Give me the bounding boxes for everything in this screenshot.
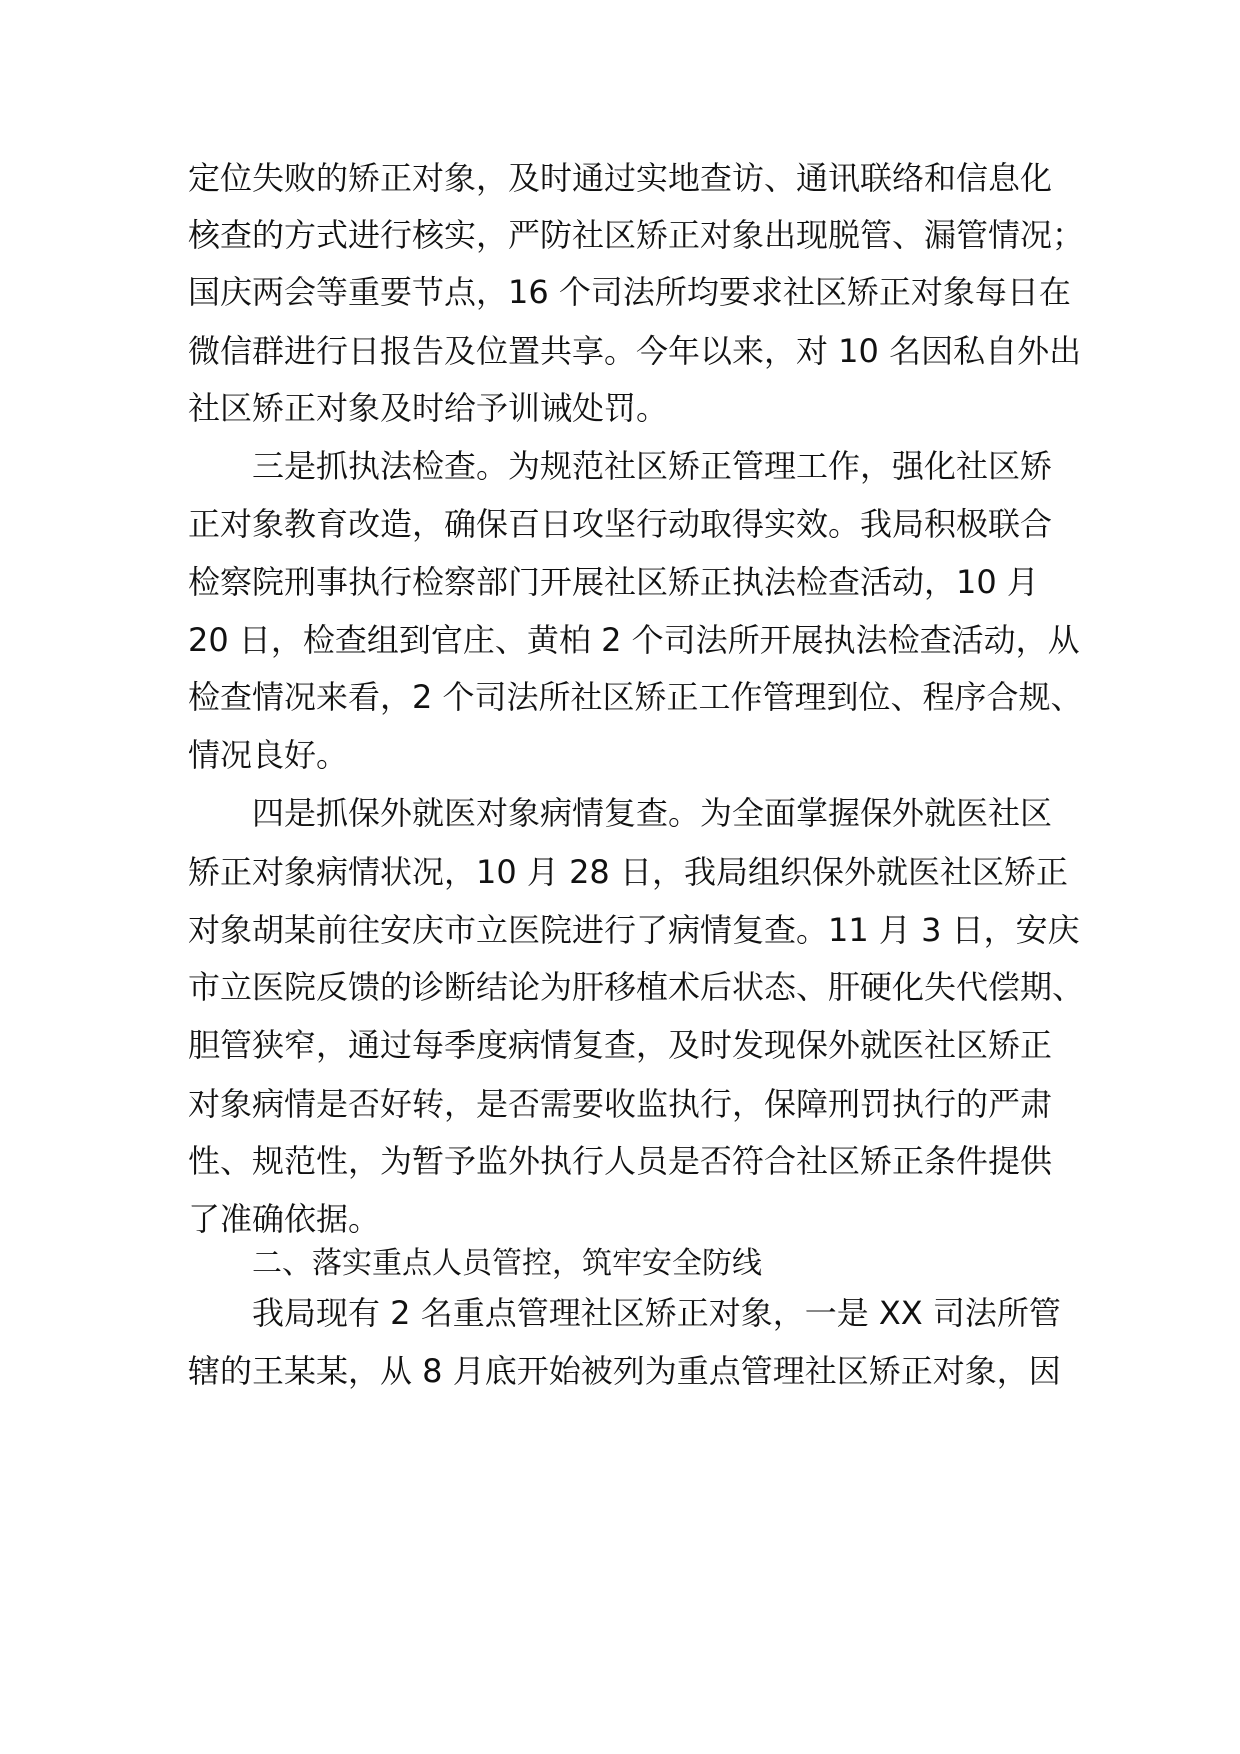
text-line: 辖的王某某，从 8 月底开始被列为重点管理社区矫正对象，因 xyxy=(188,1352,1061,1390)
paragraph-start-line: 四是抓保外就医对象病情复查。为全面掌握保外就医社区 xyxy=(252,794,1053,832)
text-line: 正对象教育改造，确保百日攻坚行动取得实效。我局积极联合 xyxy=(188,505,1053,543)
text-line: 20 日，检查组到官庄、黄柏 2 个司法所开展执法检查活动，从 xyxy=(188,621,1080,659)
text-line: 了准确依据。 xyxy=(188,1200,381,1238)
text-line: 性、规范性，为暂予监外执行人员是否符合社区矫正条件提供 xyxy=(188,1142,1053,1180)
text-line: 微信群进行日报告及位置共享。今年以来，对 10 名因私自外出 xyxy=(188,332,1082,370)
text-line: 对象病情是否好转，是否需要收监执行，保障刑罚执行的严肃 xyxy=(188,1085,1053,1123)
text-line: 矫正对象病情状况，10 月 28 日，我局组织保外就医社区矫正 xyxy=(188,853,1068,891)
text-line: 社区矫正对象及时给予训诫处罚。 xyxy=(188,389,669,427)
text-line: 核查的方式进行核实，严防社区矫正对象出现脱管、漏管情况； xyxy=(188,216,1085,254)
paragraph-start-line: 我局现有 2 名重点管理社区矫正对象，一是 XX 司法所管 xyxy=(252,1294,1061,1332)
text-line: 情况良好。 xyxy=(188,736,349,774)
text-line: 国庆两会等重要节点，16 个司法所均要求社区矫正对象每日在 xyxy=(188,273,1071,311)
text-line: 检察院刑事执行检察部门开展社区矫正执法检查活动，10 月 xyxy=(188,563,1039,601)
text-line: 检查情况来看，2 个司法所社区矫正工作管理到位、程序合规、 xyxy=(188,678,1083,716)
text-line: 对象胡某前往安庆市立医院进行了病情复查。11 月 3 日，安庆 xyxy=(188,911,1080,949)
text-line: 胆管狭窄，通过每季度病情复查，及时发现保外就医社区矫正 xyxy=(188,1026,1053,1064)
text-line: 市立医院反馈的诊断结论为肝移植术后状态、肝硬化失代偿期、 xyxy=(188,968,1085,1006)
section-heading: 二、落实重点人员管控，筑牢安全防线 xyxy=(252,1246,762,1281)
paragraph-start-line: 三是抓执法检查。为规范社区矫正管理工作，强化社区矫 xyxy=(252,447,1053,485)
text-line: 定位失败的矫正对象，及时通过实地查访、通讯联络和信息化 xyxy=(188,159,1053,197)
